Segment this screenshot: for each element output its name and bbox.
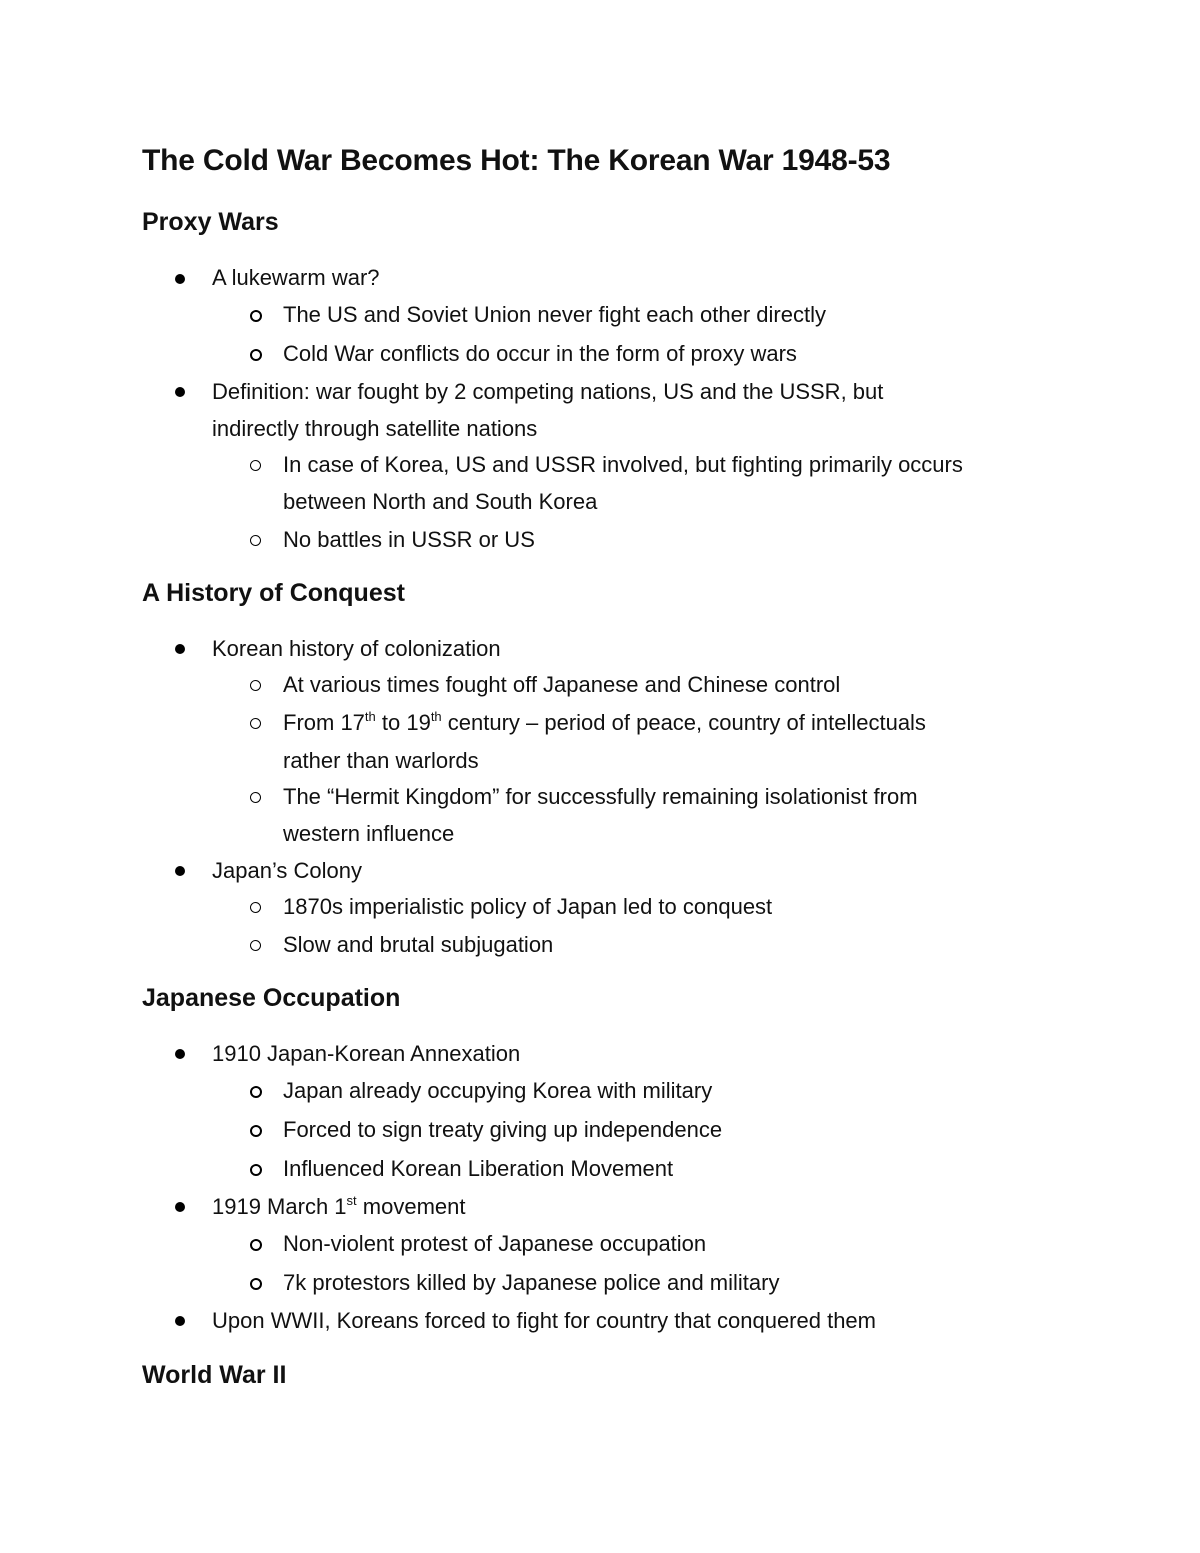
bullet-dot-icon <box>175 1049 185 1059</box>
bullet-circle-icon <box>250 940 261 951</box>
list-item <box>283 709 926 737</box>
bullet-circle-icon <box>250 310 262 322</box>
bullet-circle-icon <box>250 1239 262 1251</box>
bullet-circle-icon <box>250 680 261 691</box>
list-item: 7k protestors killed by Japanese police and military <box>283 1270 780 1295</box>
list-item: In case of Korea, US and USSR involved, but fighting primarily occurs <box>283 452 963 477</box>
list-item-continuation: indirectly through satellite nations <box>212 416 538 441</box>
bullet-circle-icon <box>250 902 261 913</box>
bullet-circle-icon <box>250 1086 262 1098</box>
list-item: 1910 Japan-Korean Annexation <box>212 1041 521 1066</box>
list-item: Slow and brutal subjugation <box>283 932 554 957</box>
list-item-text: 1919 March 1 <box>212 1194 347 1219</box>
bullet-dot-icon <box>175 866 185 876</box>
list-item-text: From 17 <box>283 710 365 735</box>
bullet-circle-icon <box>250 1278 262 1290</box>
bullet-circle-icon <box>250 718 261 729</box>
bullet-dot-icon <box>175 1316 185 1326</box>
list-item: Non-violent protest of Japanese occupation <box>283 1231 707 1256</box>
bullet-circle-icon <box>250 1164 262 1176</box>
bullet-dot-icon <box>175 387 185 397</box>
superscript: th <box>364 709 376 724</box>
list-item: The US and Soviet Union never fight each other directly <box>283 302 826 327</box>
section-heading-history-of-conquest: A History of Conquest <box>142 579 405 607</box>
bullet-circle-icon <box>250 792 261 803</box>
bullet-dot-icon <box>175 274 185 284</box>
list-item: Influenced Korean Liberation Movement <box>283 1156 674 1181</box>
bullet-circle-icon <box>250 535 261 546</box>
list-item-continuation: between North and South Korea <box>283 489 598 514</box>
list-item: Definition: war fought by 2 competing nations, US and the USSR, but <box>212 379 884 404</box>
section-heading-japanese-occupation: Japanese Occupation <box>142 984 401 1012</box>
list-item: No battles in USSR or US <box>283 527 535 552</box>
list-item-continuation: western influence <box>283 821 455 846</box>
section-heading-world-war-ii: World War II <box>142 1361 287 1389</box>
list-item: At various times fought off Japanese and Chinese control <box>283 672 841 697</box>
list-item: Japan already occupying Korea with military <box>283 1078 713 1103</box>
list-item <box>212 1193 465 1221</box>
bullet-circle-icon <box>250 1125 262 1137</box>
section-heading-proxy-wars: Proxy Wars <box>142 208 279 236</box>
bullet-dot-icon <box>175 644 185 654</box>
list-item-text: century – period of peace, country of intellectuals <box>441 710 926 735</box>
superscript: th <box>430 709 442 724</box>
list-item: A lukewarm war? <box>212 265 380 290</box>
bullet-dot-icon <box>175 1202 185 1212</box>
page-title: The Cold War Becomes Hot: The Korean War 1948-53 <box>142 144 891 177</box>
list-item: Upon WWII, Koreans forced to fight for country that conquered them <box>212 1308 876 1333</box>
list-item: Japan’s Colony <box>212 858 363 883</box>
list-item: 1870s imperialistic policy of Japan led to conquest <box>283 894 773 919</box>
bullet-circle-icon <box>250 349 262 361</box>
list-item: Forced to sign treaty giving up independence <box>283 1117 723 1142</box>
bullet-circle-icon <box>250 460 261 471</box>
list-item-text: to 19 <box>375 710 431 735</box>
list-item: Korean history of colonization <box>212 636 501 661</box>
superscript: st <box>346 1193 357 1208</box>
list-item: The “Hermit Kingdom” for successfully remaining isolationist from <box>283 784 918 809</box>
list-item-continuation: rather than warlords <box>283 748 479 773</box>
list-item: Cold War conflicts do occur in the form of proxy wars <box>283 341 797 366</box>
list-item-text: movement <box>356 1194 466 1219</box>
